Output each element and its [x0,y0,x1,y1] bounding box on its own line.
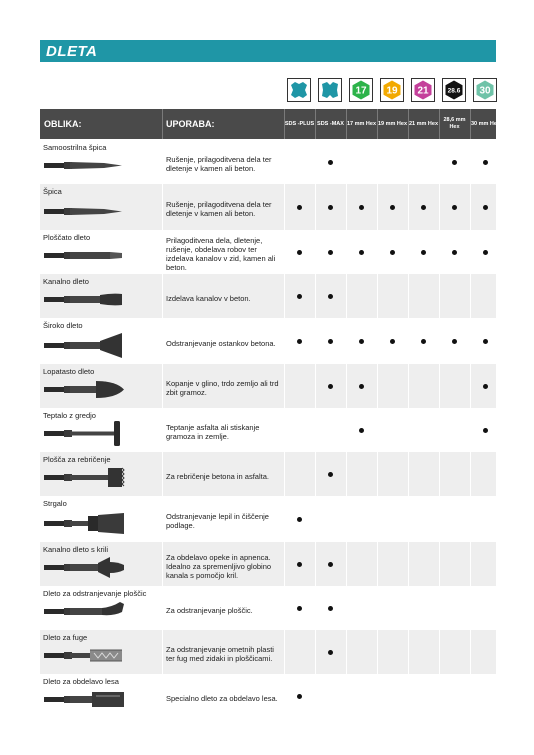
tool-image [44,283,126,322]
tool-name: Lopatasto dleto [43,367,95,376]
column-separator [408,230,409,274]
column-separator [377,230,378,274]
shank-icons [284,78,497,102]
tool-image [44,149,126,188]
table-row [40,674,496,718]
column-separator [284,184,285,230]
compatibility-dot [452,339,457,344]
column-separator [315,274,316,318]
column-separator [284,496,285,542]
title-bar [40,40,496,62]
column-separator [346,364,347,408]
column-separator [162,630,163,674]
column-separator [377,542,378,586]
table-row [40,364,496,408]
column-separator [377,408,378,452]
compatibility-dot [297,694,302,699]
column-separator [162,140,163,184]
column-separator [377,364,378,408]
column-separator [162,230,163,274]
compatibility-dot [421,339,426,344]
compatibility-dot [359,205,364,210]
hex-21-icon-label: 21 [417,85,429,97]
table-header [40,109,501,139]
column-separator [284,140,285,184]
column-separator [162,318,163,364]
column-separator [377,140,378,184]
column-separator [408,318,409,364]
tool-description: Izdelava kanalov v beton. [166,293,251,303]
compatibility-dot [483,384,488,389]
compatibility-dot [297,205,302,210]
tool-description: Specialno dleto za obdelavo lesa. [166,693,278,703]
tool-description: Za obdelavo opeke in apnenca. Idealno za spremenljivo globino kanala s pomočjo kril. [166,552,272,580]
header-oblika: OBLIKA: [44,119,82,129]
column-separator [470,184,471,230]
column-separator [439,140,440,184]
header-col-5: 28,6 mm Hex [443,117,466,130]
hex-30-icon [473,78,497,102]
column-separator [284,674,285,718]
column-separator [408,542,409,586]
column-separator [470,452,471,496]
hex-17-icon-label: 17 [355,85,367,97]
compatibility-dot [359,339,364,344]
table-row [40,184,496,230]
column-separator [408,140,409,184]
column-separator [377,274,378,318]
hex-19-icon [380,78,404,102]
compatibility-dot [452,160,457,165]
column-separator [470,364,471,408]
tool-description: Za odstranjevanje ploščic. [166,605,253,615]
page-title: DLETA [46,43,98,60]
compatibility-dot [297,294,302,299]
compatibility-dot [483,339,488,344]
column-separator [284,452,285,496]
compatibility-dot [328,339,333,344]
column-separator [408,586,409,630]
column-separator [315,542,316,586]
column-separator [377,452,378,496]
hex-19-icon-label: 19 [386,85,398,97]
column-separator [439,408,440,452]
column-separator [377,586,378,630]
compatibility-dot [359,384,364,389]
hex-21-icon [411,78,435,102]
tool-image [44,639,126,678]
column-separator [439,452,440,496]
tool-name: Teptalo z gredjo [43,411,96,420]
compatibility-dot [328,294,333,299]
column-separator [346,274,347,318]
tool-description: Odstranjevanje lepil in čiščenje podlage. [166,512,269,530]
column-separator [470,140,471,184]
table-row [40,542,496,586]
column-separator [315,364,316,408]
column-separator [162,184,163,230]
hex-30-icon-label: 30 [479,85,491,97]
column-separator [315,140,316,184]
tool-image [44,239,126,278]
compatibility-dot [390,205,395,210]
column-separator [377,674,378,718]
column-separator [284,230,285,274]
column-separator [284,318,285,364]
compatibility-dot [328,472,333,477]
column-separator [315,674,316,718]
column-separator [162,586,163,630]
column-separator [315,496,316,542]
column-separator [470,586,471,630]
column-separator [346,542,347,586]
column-separator [346,184,347,230]
compatibility-dot [297,562,302,567]
column-separator [315,630,316,674]
header-col-6: 30 mm Hex [470,120,501,127]
column-separator [377,496,378,542]
column-separator [470,318,471,364]
column-separator [162,496,163,542]
compatibility-dot [328,384,333,389]
compatibility-dot [483,205,488,210]
column-separator [377,318,378,364]
tool-name: Široko dleto [43,321,83,330]
compatibility-dot [328,250,333,255]
column-separator [408,364,409,408]
header-col-1: SDS -MAX [317,120,344,127]
header-col-0: SDS -PLUS [284,120,315,127]
compatibility-dot [297,339,302,344]
tool-description: Odstranjevanje ostankov betona. [166,338,276,348]
column-separator [315,230,316,274]
compatibility-dot [359,250,364,255]
column-separator [408,184,409,230]
tool-image [44,507,126,546]
tool-image [44,195,126,234]
tool-image [44,417,126,456]
column-separator [346,318,347,364]
column-separator [377,630,378,674]
tool-name: Dleto za fuge [43,633,88,642]
column-separator [346,496,347,542]
column-separator [284,630,285,674]
column-separator [470,630,471,674]
column-separator [470,674,471,718]
tool-description: Teptanje asfalta ali stiskanje gramoza in zemlje. [166,423,260,441]
compatibility-dot [483,428,488,433]
column-separator [470,542,471,586]
tool-name: Samoostrilna špica [43,143,107,152]
column-separator [162,364,163,408]
compatibility-dot [328,562,333,567]
tool-name: Kanalno dleto [43,277,89,286]
column-separator [346,230,347,274]
column-separator [439,230,440,274]
header-separator [162,109,163,139]
tool-image [44,683,126,722]
compatibility-dot [328,606,333,611]
column-separator [439,496,440,542]
column-separator [346,586,347,630]
tool-name: Kanalno dleto s krili [43,545,109,554]
compatibility-dot [328,650,333,655]
column-separator [346,140,347,184]
table-row [40,586,496,630]
tool-name: Špica [43,187,62,196]
column-separator [408,452,409,496]
hex-28-6-icon [442,78,466,102]
column-separator [162,408,163,452]
column-separator [346,674,347,718]
tool-name: Strgalo [43,499,67,508]
table-row [40,408,496,452]
column-separator [470,274,471,318]
compatibility-dot [390,250,395,255]
compatibility-dot [297,250,302,255]
tool-name: Plošča za rebričenje [43,455,111,464]
header-col-3: 19 mm Hex [377,120,408,127]
compatibility-dot [359,428,364,433]
table-row [40,452,496,496]
column-separator [284,274,285,318]
column-separator [408,630,409,674]
column-separator [439,364,440,408]
table-row [40,630,496,674]
compatibility-dot [452,205,457,210]
column-separator [162,452,163,496]
sds-plus-icon [287,78,311,102]
column-separator [408,496,409,542]
column-separator [162,542,163,586]
table-row [40,274,496,318]
tool-description: Za odstranjevanje ometnih plasti ter fug med zidaki in ploščicami. [166,645,274,663]
tool-image [44,461,126,500]
column-separator [162,674,163,718]
column-separator [284,542,285,586]
table-row [40,230,496,274]
column-separator [408,674,409,718]
tool-description: Za rebričenje betona in asfalta. [166,471,269,481]
column-separator [315,586,316,630]
column-separator [284,364,285,408]
column-separator [346,630,347,674]
compatibility-dot [297,606,302,611]
column-separator [408,408,409,452]
column-separator [439,274,440,318]
compatibility-dot [328,205,333,210]
column-separator [439,586,440,630]
tool-name: Dleto za odstranjevanje ploščic [43,589,147,598]
column-separator [315,408,316,452]
header-col-2: 17 mm Hex [346,120,377,127]
table-row [40,496,496,542]
tool-description: Rušenje, prilagoditvena dela ter dletenje v kamen ali beton. [166,155,272,173]
compatibility-dot [297,517,302,522]
tool-description: Kopanje v glino, trdo zemljo ali trd zbit gramoz. [166,379,279,397]
table-row [40,318,496,364]
column-separator [470,230,471,274]
column-separator [284,408,285,452]
column-separator [439,318,440,364]
compatibility-dot [483,160,488,165]
column-separator [162,274,163,318]
tool-name: Dleto za obdelavo lesa [43,677,119,686]
column-separator [470,408,471,452]
column-separator [439,630,440,674]
compatibility-dot [421,250,426,255]
column-separator [346,452,347,496]
column-separator [439,542,440,586]
tool-image [44,595,126,634]
header-col-4: 21 mm Hex [408,120,439,127]
tool-description: Prilagoditvena dela, dletenje, rušenje, obdelava robov ter izdelava kanalov v zid, kamen ali beton. [166,236,276,272]
column-separator [439,184,440,230]
compatibility-dot [421,205,426,210]
tool-image [44,329,126,368]
header-uporaba: UPORABA: [166,119,215,129]
compatibility-dot [452,250,457,255]
column-separator [315,184,316,230]
column-separator [315,318,316,364]
column-separator [439,674,440,718]
compatibility-dot [390,339,395,344]
tool-name: Ploščato dleto [43,233,91,242]
column-separator [377,184,378,230]
tool-description: Rušenje, prilagoditvena dela ter dletenje v kamen ali beton. [166,200,272,218]
compatibility-dot [483,250,488,255]
hex-28-6-icon-label: 28.6 [447,87,461,95]
column-separator [408,274,409,318]
column-separator [470,496,471,542]
tool-image [44,373,126,412]
table-row [40,140,496,184]
tool-image [44,551,126,590]
column-separator [284,586,285,630]
column-separator [346,408,347,452]
hex-17-icon [349,78,373,102]
sds-max-icon [318,78,342,102]
compatibility-dot [328,160,333,165]
column-separator [315,452,316,496]
